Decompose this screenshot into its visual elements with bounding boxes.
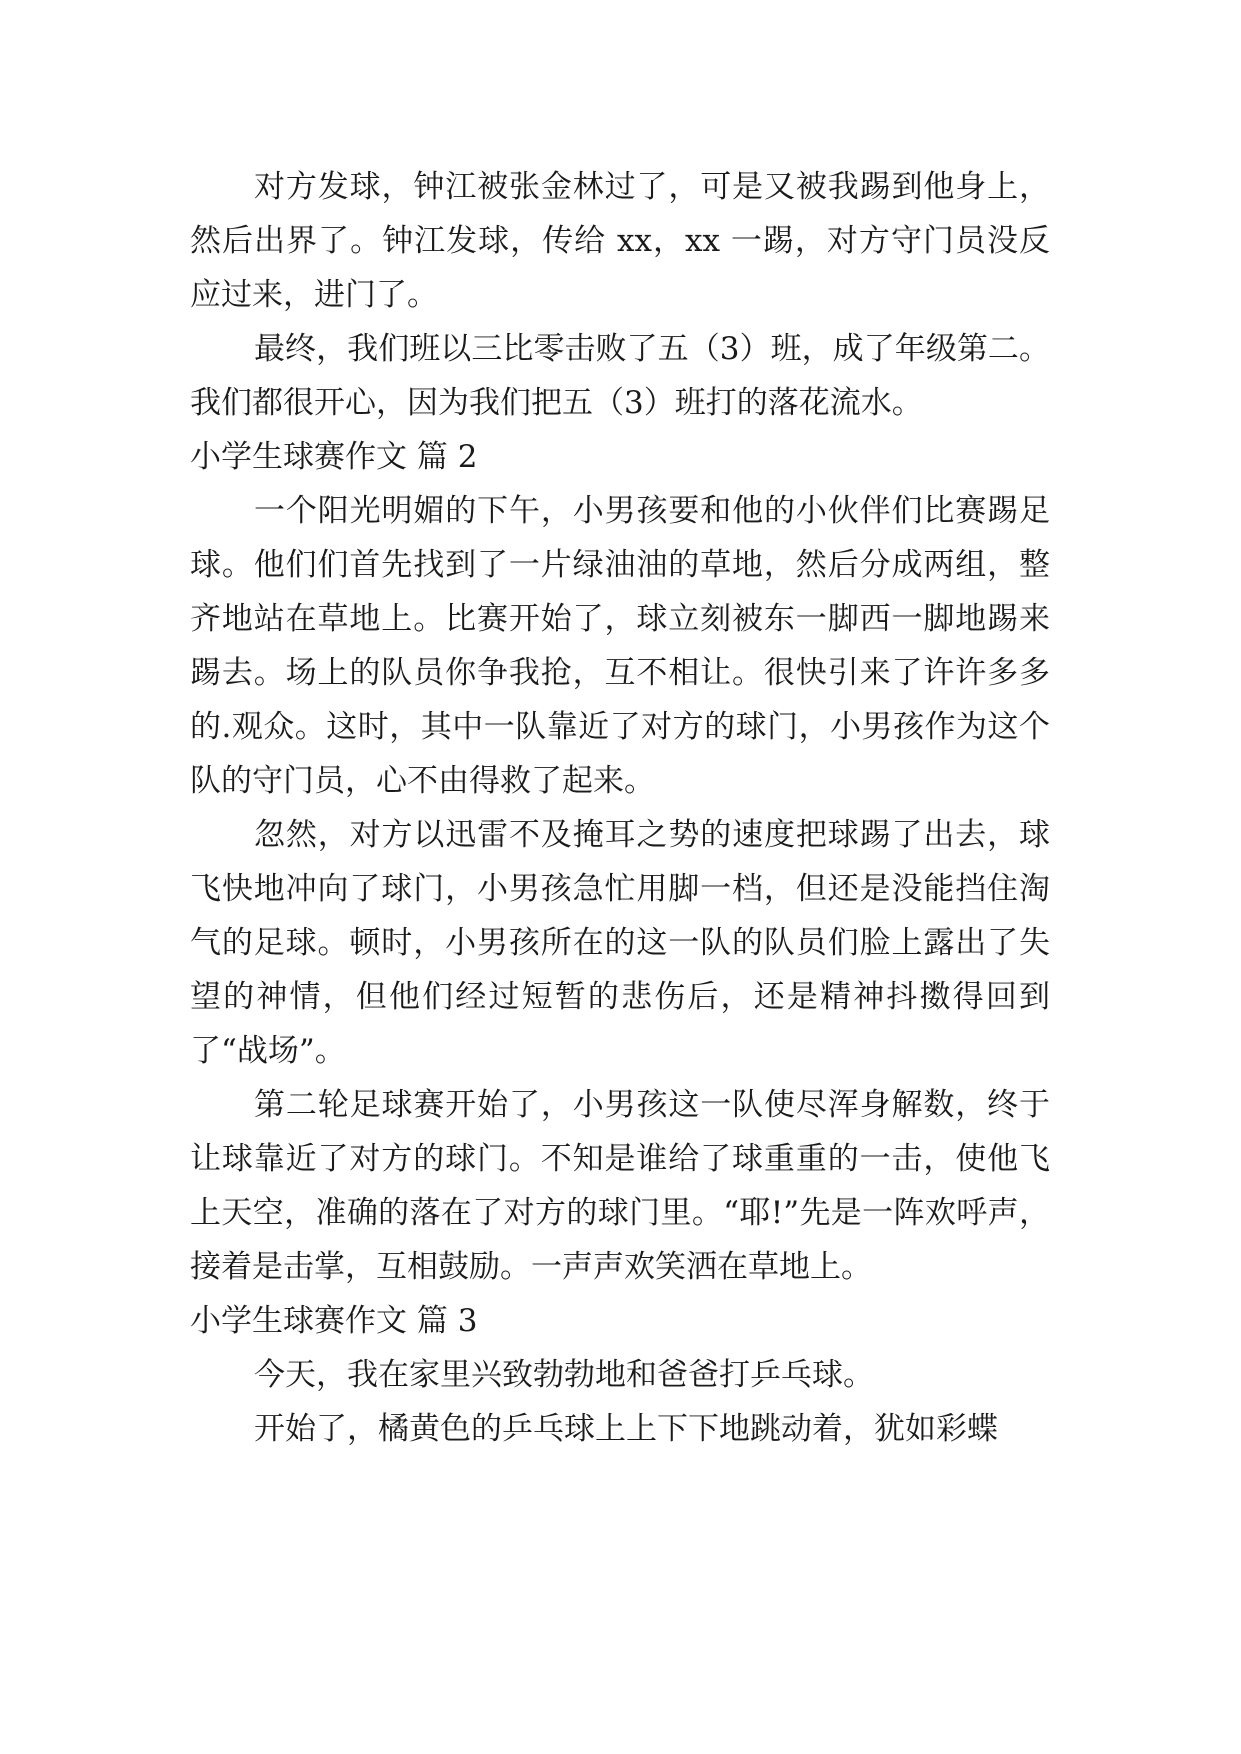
paragraph: 对方发球，钟江被张金林过了，可是又被我踢到他身上，然后出界了。钟江发球，传给 xx，xx 一踢，对方守门员没反应过来，进门了。 xyxy=(190,169,1050,313)
paragraph: 开始了，橘黄色的乒乓球上上下下地跳动着，犹如彩蝶 xyxy=(254,1411,998,1447)
paragraph: 一个阳光明媚的下午，小男孩要和他的小伙伴们比赛踢足球。他们们首先找到了一片绿油油的草地，然后分成两组，整齐地站在草地上。比赛开始了，球立刻被东一脚西一脚地踢来踢去。场上的队员你争我抢，互不相让。很快引来了许许多多的.观众。这时，其中一队靠近了对方的球门，小男孩作为这个队的守门员，心不由得救了起来。 xyxy=(190,493,1050,799)
section-heading: 小学生球赛作文 篇 3 xyxy=(190,1303,478,1339)
document-body xyxy=(190,160,1050,1456)
section-heading: 小学生球赛作文 篇 2 xyxy=(190,439,478,475)
paragraph: 忽然，对方以迅雷不及掩耳之势的速度把球踢了出去，球飞快地冲向了球门，小男孩急忙用脚一档，但还是没能挡住淘气的足球。顿时，小男孩所在的这一队的队员们脸上露出了失望的神情，但他们经过短暂的悲伤后，还是精神抖擞得回到了“战场”。 xyxy=(190,817,1050,1069)
paragraph: 第二轮足球赛开始了，小男孩这一队使尽浑身解数，终于让球靠近了对方的球门。不知是谁给了球重重的一击，使他飞上天空，准确的落在了对方的球门里。“耶!”先是一阵欢呼声，接着是击掌，互相鼓励。一声声欢笑洒在草地上。 xyxy=(190,1087,1050,1285)
paragraph: 最终，我们班以三比零击败了五（3）班，成了年级第二。我们都很开心，因为我们把五（3）班打的落花流水。 xyxy=(190,331,1050,421)
paragraph: 今天，我在家里兴致勃勃地和爸爸打乒乓球。 xyxy=(254,1357,874,1393)
